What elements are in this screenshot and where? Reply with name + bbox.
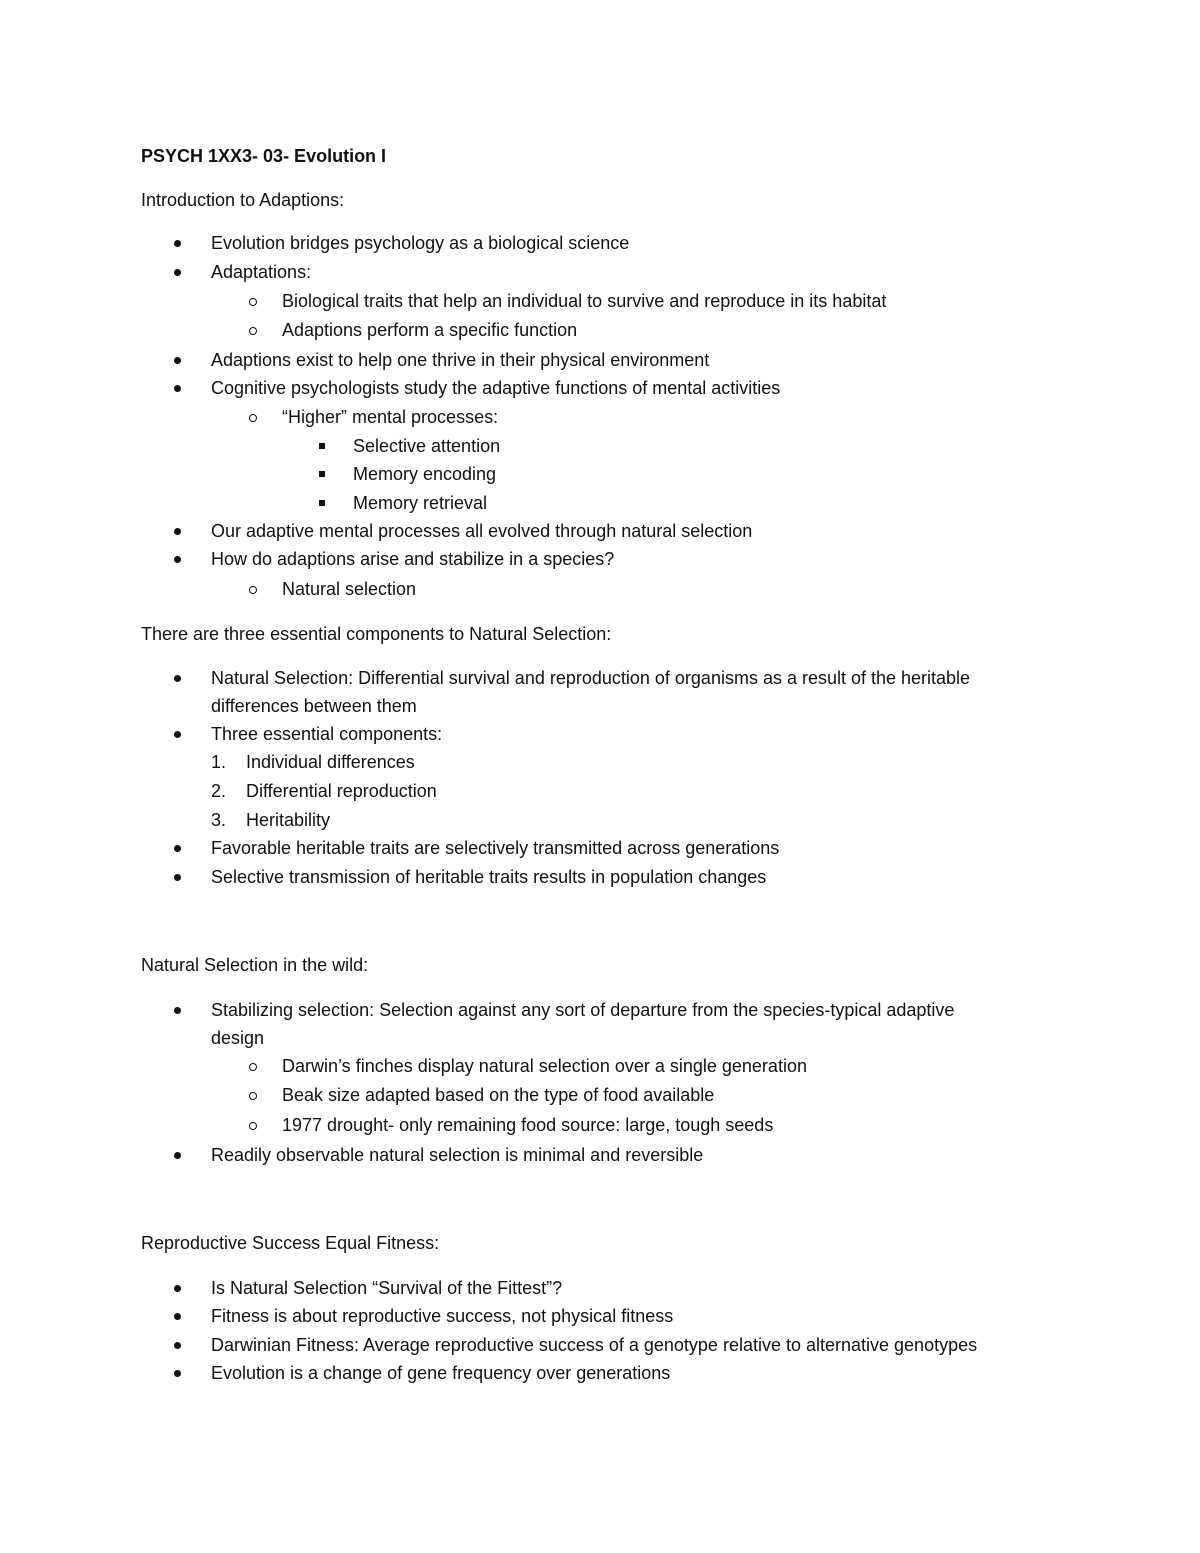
list-item: Differential reproduction [246,781,437,801]
list-item: Favorable heritable traits are selectively transmitted across generations [211,838,780,858]
list-item: 1977 drought- only remaining food source: large, tough seeds [282,1115,774,1135]
list-item: Adaptations: [211,262,312,282]
hollow-bullet-icon [249,1063,257,1071]
list-item: Evolution bridges psychology as a biological science [211,233,630,253]
list-item: Memory retrieval [353,493,488,513]
bullet-icon [174,528,181,535]
bullet-icon [174,1370,181,1377]
list-item: Biological traits that help an individual to survive and reproduce in its habitat [282,291,887,311]
bullet-icon [174,269,181,276]
bullet-icon [174,1313,181,1320]
list-item: Natural selection [282,579,417,599]
bullet-icon [174,1285,181,1292]
page-title: PSYCH 1XX3- 03- Evolution I [141,146,387,166]
bullet-icon [174,357,181,364]
bullet-icon [174,675,181,682]
bullet-icon [174,1342,181,1349]
bullet-icon [174,240,181,247]
bullet-icon [174,1007,181,1014]
bullet-icon [174,874,181,881]
hollow-bullet-icon [249,586,257,594]
list-item: Adaptions exist to help one thrive in their physical environment [211,350,710,370]
hollow-bullet-icon [249,414,257,422]
list-item: How do adaptions arise and stabilize in a species? [211,549,615,569]
section-heading-wild: Natural Selection in the wild: [141,955,369,975]
list-item: Adaptions perform a specific function [282,320,578,340]
list-item: Is Natural Selection “Survival of the Fittest”? [211,1278,563,1298]
bullet-icon [174,731,181,738]
list-item: Darwinian Fitness: Average reproductive success of a genotype relative to alternative genotypes [211,1335,978,1355]
section-heading-adaptions: Introduction to Adaptions: [141,190,345,210]
list-item-continuation: design [211,1028,265,1048]
section-heading-components: There are three essential components to Natural Selection: [141,624,612,644]
hollow-bullet-icon [249,1092,257,1100]
list-number: 3. [211,810,227,830]
list-item: Readily observable natural selection is minimal and reversible [211,1145,704,1165]
list-item: “Higher” mental processes: [282,407,499,427]
hollow-bullet-icon [249,1122,257,1130]
list-item: Fitness is about reproductive success, not physical fitness [211,1306,674,1326]
list-item: Evolution is a change of gene frequency over generations [211,1363,671,1383]
list-item: Individual differences [246,752,415,772]
square-bullet-icon [319,471,325,477]
list-item: Natural Selection: Differential survival and reproduction of organisms as a result of the heritable [211,668,971,688]
list-item: Heritability [246,810,331,830]
list-item: Darwin’s finches display natural selection over a single generation [282,1056,807,1076]
bullet-icon [174,385,181,392]
hollow-bullet-icon [249,298,257,306]
list-item: Stabilizing selection: Selection against any sort of departure from the species-typical adaptive [211,1000,955,1020]
bullet-icon [174,1152,181,1159]
list-number: 1. [211,752,227,772]
list-item-continuation: differences between them [211,696,417,716]
bullet-icon [174,845,181,852]
list-item: Three essential components: [211,724,443,744]
list-item: Our adaptive mental processes all evolved through natural selection [211,521,753,541]
square-bullet-icon [319,500,325,506]
list-item: Memory encoding [353,464,497,484]
list-number: 2. [211,781,227,801]
list-item: Cognitive psychologists study the adaptive functions of mental activities [211,378,781,398]
section-heading-fitness: Reproductive Success Equal Fitness: [141,1233,440,1253]
hollow-bullet-icon [249,327,257,335]
bullet-icon [174,556,181,563]
list-item: Selective transmission of heritable traits results in population changes [211,867,767,887]
list-item: Beak size adapted based on the type of food available [282,1085,715,1105]
list-item: Selective attention [353,436,501,456]
square-bullet-icon [319,443,325,449]
